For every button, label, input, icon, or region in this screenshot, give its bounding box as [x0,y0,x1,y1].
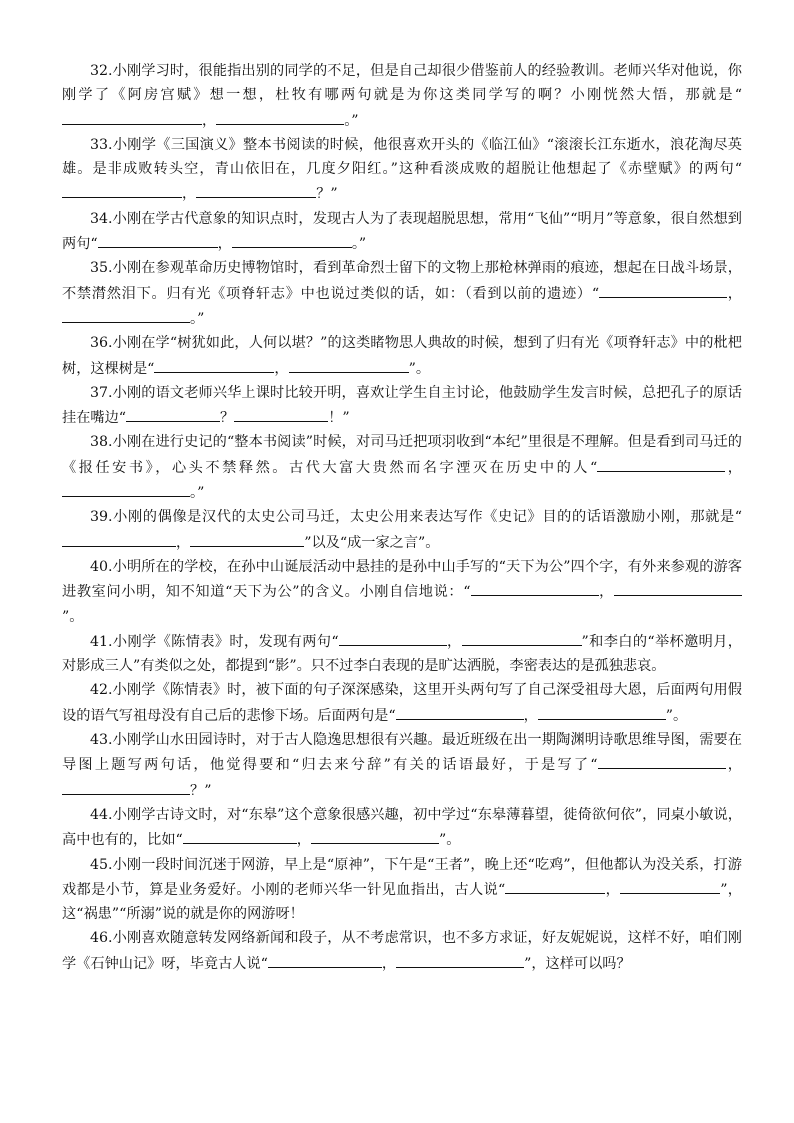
answer-blank[interactable] [620,877,720,894]
answer-blank[interactable] [462,629,582,646]
answer-blank[interactable] [311,827,439,844]
answer-blank[interactable] [183,827,297,844]
question-32: 32.小刚学习时，很能指出别的同学的不足，但是自己却很少借鉴前人的经验教训。老师兴华对他说，你刚学了《阿房宫赋》想一想，杜牧有哪两句就是为你这类同学写的啊？小刚恍然大悟，那就是“， 。” [62,63,742,129]
worksheet-page [62,59,742,976]
answer-blank[interactable] [62,778,190,795]
answer-blank[interactable] [268,951,382,968]
answer-blank[interactable] [599,281,727,298]
question-45: 45.小刚一段时间沉迷于网游，早上是“原神”，下午是“王者”，晚上还“吃鸡”，但他都认为没关系，打游戏都是小节，算是业务爱好。小刚的老师兴华一针见血指出，古人说“ ， ”，这“祸患”“所溺”说的就是你的网游呀！ [62,856,742,923]
answer-blank[interactable] [396,703,524,720]
question-35: 35.小刚在参观革命历史博物馆时，看到革命烈士留下的文物上那枪林弹雨的痕迹，想起在日战斗场景，不禁潸然泪下。归有光《项脊轩志》中也说过类似的话，如：（看到以前的遗迹）“ ，。” [62,260,742,327]
answer-blank[interactable] [289,356,409,373]
answer-blank[interactable] [62,108,202,125]
answer-blank[interactable] [62,306,190,323]
answer-blank[interactable] [154,356,274,373]
answer-blank[interactable] [232,231,352,248]
answer-blank[interactable] [216,108,344,125]
answer-blank[interactable] [505,877,605,894]
answer-blank[interactable] [614,579,742,596]
answer-blank[interactable] [396,951,524,968]
question-40: 40.小明所在的学校，在孙中山诞辰活动中悬挂的是孙中山手写的“天下为公”四个字，有外来参观的游客进教室问小明，知不知道“天下为公”的含义。小刚自信地说：“ ，”。 [62,558,742,625]
question-44: 44.小刚学古诗文时，对“东皋”这个意象很感兴趣，初中学过“东皋薄暮望，徙倚欲何依”，同桌小敏说，高中也有的，比如“ ， ”。 [62,806,742,849]
answer-blank[interactable] [62,530,176,547]
question-36: 36.小刚在学“树犹如此，人何以堪？”的这类睹物思人典故的时候，想到了归有光《项脊轩志》中的枇杷树，这棵树是“ ， ”。 [62,335,742,377]
question-42: 42.小刚学《陈情表》时，被下面的句子深深感染，这里开头两句写了自己深受祖母大恩，后面两句用假设的语气写祖母没有自己后的悲惨下场。后面两句是“ ， ”。 [62,682,742,724]
question-37: 37.小刚的语文老师兴华上课时比较开明，喜欢让学生自主讨论，他鼓励学生发言时候，总把孔子的原话挂在嘴边“ ？ ！” [62,384,742,427]
answer-blank[interactable] [98,231,218,248]
answer-blank[interactable] [538,703,666,720]
answer-blank[interactable] [234,405,328,422]
question-34: 34.小刚在学古代意象的知识点时，发现古人为了表现超脱思想，常用“飞仙”“明月”等意象，很自然想到两句“ ， 。” [62,210,742,253]
answer-blank[interactable] [62,480,190,497]
answer-blank[interactable] [196,181,316,198]
question-38: 38.小刚在进行史记的“整本书阅读”时候，对司马迁把项羽收到“本纪”里很是不理解。但是看到司马迁的《报任安书》，心头不禁释然。古代大富大贵然而名字湮灭在历史中的人“ ，。” [62,434,742,502]
answer-blank[interactable] [597,455,725,472]
answer-blank[interactable] [471,579,599,596]
answer-blank[interactable] [339,629,447,646]
question-33: 33.小刚学《三国演义》整本书阅读的时候，他很喜欢开头的《临江仙》“滚滚长江东逝水，浪花淘尽英雄。是非成败转头空，青山依旧在，几度夕阳红。”这种看淡成败的超脱让他想起了《赤壁赋》的两句“， ？” [62,136,742,203]
answer-blank[interactable] [126,405,220,422]
question-46: 46.小刚喜欢随意转发网络新闻和段子，从不考虑常识，也不多方求证，好友妮妮说，这样不好，咱们刚学《石钟山记》呀，毕竟古人说“ ， ”，这样可以吗？ [62,930,742,972]
answer-blank[interactable] [62,181,182,198]
question-41: 41.小刚学《陈情表》时，发现有两句“ ， ”和李白的“举杯邀明月，对影成三人”有类似之处，都提到“影”。只不过李白表现的是旷达洒脱，李密表达的是孤独悲哀。 [62,629,742,679]
question-39: 39.小刚的偶像是汉代的太史公司马迁，太史公用来表达写作《史记》目的的话语激励小刚，那就是“， ”以及“成一家之言”。 [62,505,742,555]
question-43: 43.小刚学山水田园诗时，对于古人隐逸思想很有兴趣。最近班级在出一期陶渊明诗歌思维导图，需要在导图上题写两句话，他觉得要和“归去来兮辞”有关的话语最好，于是写了“ ，？” [62,732,742,799]
answer-blank[interactable] [598,752,726,769]
answer-blank[interactable] [190,530,304,547]
